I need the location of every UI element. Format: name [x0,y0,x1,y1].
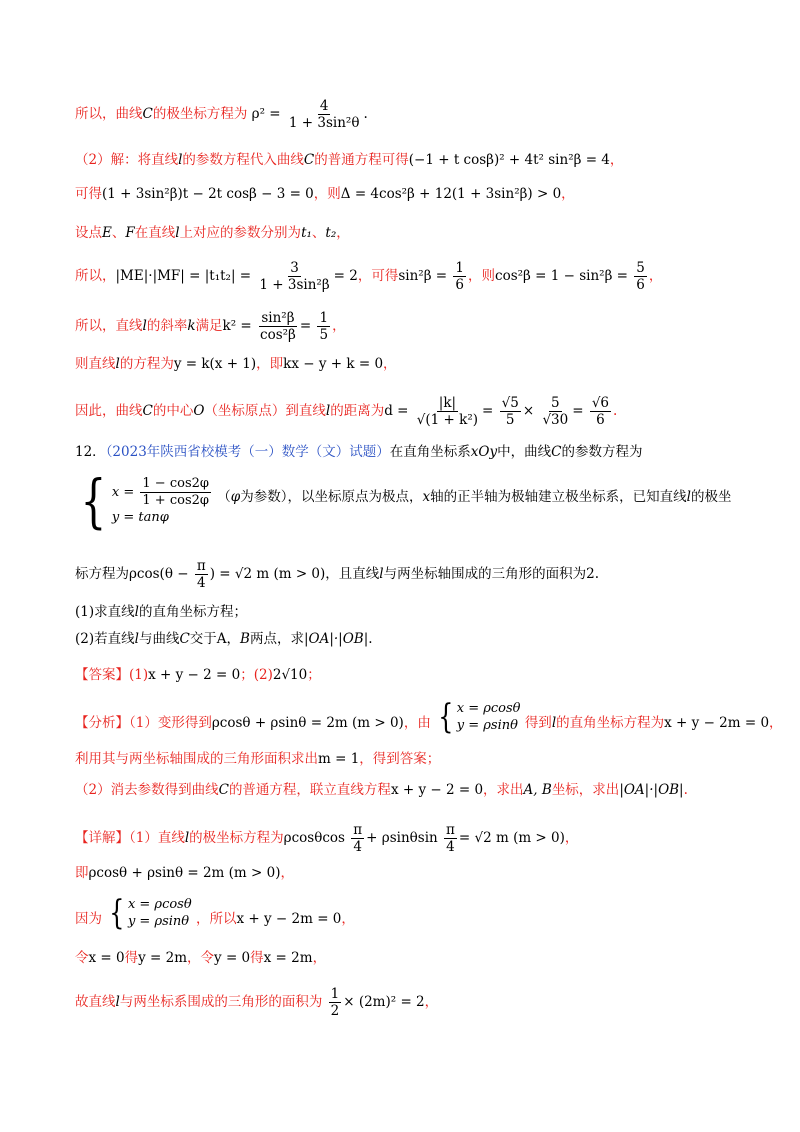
text: 轴的正半轴为极轴建立极坐标系，已知直线 [430,488,687,505]
text: 的斜率 [146,318,188,334]
math: ρ² = [251,106,281,122]
text: 的直角坐标方程； [138,604,247,620]
numerator: π [446,822,455,838]
var-l: l [134,631,139,647]
fraction [258,310,298,343]
text: 则直线 [75,356,116,372]
text: (2)若直线 [75,631,135,647]
math: 2√10 [272,667,308,683]
equation-system [75,467,213,535]
line-8 [75,395,740,428]
text: （1）变形得到 [129,714,212,731]
text: 因此，曲线 [75,403,143,419]
text: 的极坐标方程为 [152,106,248,122]
system-row: x = ρcosθ [127,897,192,912]
math: × [522,403,535,419]
fraction [634,260,647,293]
math: sin²β = [398,268,448,284]
fraction [590,395,611,428]
text: (2) [253,667,273,683]
math: y = k(x + 1) [173,356,257,372]
math: x = 2m [263,950,313,966]
numerator: |k| [438,395,457,411]
text: ，且直线 [325,566,380,582]
var-k: k [187,318,196,334]
text: 、 [111,225,126,241]
var-t2: t₂ [325,225,337,241]
text: 得 [124,950,139,966]
text: 中，曲线 [497,444,552,460]
numerator: π [196,558,206,574]
var-l: l [184,830,190,846]
analysis-tag: 【分析】 [75,714,129,731]
var-c: C [303,152,315,168]
system-row: x = ρcosθ [456,701,521,716]
var-f: F [125,225,135,241]
punct: ， [561,186,575,202]
denominator: √(1 + k²) [416,412,479,428]
math: y = 0 [214,950,251,966]
fraction [500,395,521,428]
line-11 [75,558,740,591]
numerator: 3 [290,260,299,276]
punct: ， [280,865,294,881]
math: = [482,403,494,419]
math: k² = [222,318,252,334]
math: ρcosθcos [283,830,345,846]
text: ，则 [468,268,496,284]
equation-system [106,893,192,933]
equation-system [435,697,521,737]
text: 的方程为 [119,356,174,372]
var-a: A [216,631,227,647]
text: (1) [129,667,149,683]
math: = √2 m (m > 0) [458,830,565,846]
text: 的参数方程代入曲线 [182,152,304,168]
text: 为参数），以坐标原点为极点， [240,488,423,505]
math: ρcosθ + ρsinθ = 2m (m > 0) [88,865,281,881]
text: 令 [75,950,89,966]
denominator: √30 [542,412,569,428]
text: 与两坐标轴围成的三角形的面积为2. [383,566,600,582]
math: x + y − 2 = 0 [390,782,484,798]
text: 在直角坐标系 [389,444,471,460]
math: x + y − 2 = 0 [148,667,241,683]
numerator: 4 [319,98,329,114]
text: 与曲线 [138,631,180,647]
problem-number: 12． [75,444,106,460]
var-l: l [379,566,384,582]
text: ； [240,667,254,683]
text: 坐标，求出 [551,782,620,798]
punct: ， [424,994,439,1010]
denominator: 6 [636,277,645,293]
math: + ρsinθsin [366,830,438,846]
text: ，得到答案； [359,751,441,767]
brace-symbol: { [438,697,454,737]
text: 满足 [195,318,223,334]
numerator: 1 [455,260,465,276]
math: x = 0 [88,950,125,966]
numerator: 1 [319,310,329,326]
analysis-text-b [525,715,783,731]
math: |ME|·|MF| = |t₁t₂| = [115,268,252,284]
system-row [112,476,213,509]
punct: ， [383,356,397,372]
math: = 2 [333,268,358,284]
text: ，令 [187,950,215,966]
text: ， [226,631,241,647]
var-l: l [175,225,180,241]
fraction [540,395,570,428]
punct: ， [564,830,579,846]
var-c: C [142,403,153,419]
text: 的极坐标方程为 [189,830,284,846]
denominator: 4 [197,575,206,591]
line-21 [75,949,740,967]
fraction [257,260,331,293]
text: ，所以 [195,910,237,927]
punct: ， [769,714,783,731]
line-19 [75,864,740,882]
punct: ， [341,910,355,927]
text: 即 [75,865,89,881]
denominator: 5 [505,412,515,428]
text: 设点 [75,225,102,241]
math: x = [111,485,135,500]
text: 的距离为 [330,403,385,419]
punct: ， [609,152,624,168]
var-o: O [193,403,205,419]
text: ，可得 [357,268,399,284]
text: 与两坐标系围成的三角形的面积为 [119,994,323,1010]
punct: ； [307,667,321,683]
text: 的普通方程，联立直线方程 [228,782,391,798]
math: (1 + 3sin²β)t − 2t cosβ − 3 = 0 [102,186,314,202]
text: (1)求直线 [75,604,135,620]
math: y = 2m [138,950,188,966]
var-c: C [142,106,153,122]
math: = [299,318,312,334]
answer-tag: 【答案】 [75,667,129,683]
text: 所以，直线 [75,318,143,334]
var-t1: t₁ [301,225,312,241]
punct: . [683,782,688,798]
problem-12-heading [75,443,740,461]
line-17 [75,781,740,799]
text: 因为 [75,910,102,927]
line-22 [75,986,740,1019]
fraction [444,822,457,855]
fraction [195,558,208,591]
brace-symbol: { [109,893,125,933]
denominator: 6 [455,277,465,293]
text: 可得 [75,186,102,202]
var-b: B [240,631,250,647]
denominator: 2 [330,1003,340,1019]
line-2 [75,151,740,169]
line-6 [75,310,740,343]
line-20-text [196,911,355,927]
punct: ， [332,318,346,334]
math: x + y − 2m = 0 [236,910,342,927]
math: d = [384,403,409,419]
line-1 [75,98,740,131]
text: 的直角坐标方程为 [556,714,665,731]
var-x: x [422,488,431,505]
text: （2）消去参数得到曲线 [75,782,219,798]
analysis-line [75,697,783,744]
fraction [453,260,466,293]
var-c: C [218,782,229,798]
numerator: 1 [330,986,340,1002]
text: 的普通方程可得 [314,152,409,168]
var-l: l [115,994,120,1010]
fraction [140,476,211,509]
var-c: C [551,444,562,460]
numerator: √5 [501,395,519,411]
math: x + y − 2m = 0 [664,714,770,731]
text: 在直线 [134,225,176,241]
text: 的参数方程为 [561,444,643,460]
text: （1）直线 [129,830,185,846]
numerator: π [353,822,363,838]
text: ，由 [403,714,431,731]
var-l: l [134,604,139,620]
denominator: 1 + 3sin²θ [288,115,360,131]
math: |OA|·|OB| [619,782,684,798]
text: 的中心 [152,403,194,419]
text: ，则 [313,186,341,202]
answer-line [75,666,740,684]
punct: ， [312,950,327,966]
math: kx − y + k = 0 [283,356,384,372]
problem-source: （2023年陕西省校模考（一）数学（文）试题） [105,444,390,460]
text: （坐标原点）到直线 [204,403,326,419]
numerator: sin²β [261,310,295,326]
var-phi: φ [230,488,241,505]
punct: ， [648,268,663,284]
var-l: l [115,356,120,372]
denominator: 4 [353,839,363,855]
denominator: 1 + cos2φ [142,493,209,508]
text: 得 [250,950,264,966]
line-20 [75,893,740,936]
fraction [329,986,342,1019]
detail-tag: 【详解】 [75,830,129,846]
var-e: E [102,225,112,241]
text: 标方程为 [75,566,129,582]
system-rows [112,476,213,526]
var-l: l [325,403,331,419]
text: 的极坐 [690,488,732,505]
line-10 [75,467,740,535]
text: 所以，曲线 [75,106,143,122]
denominator: cos²β [260,327,296,343]
math: × (2m)² = 2 [343,994,425,1010]
text: （ [217,488,231,505]
question-1 [75,603,740,621]
denominator: 4 [446,839,455,855]
math: Δ = 4cos²β + 12(1 + 3sin²β) > 0 [340,186,562,202]
punct: . [363,106,368,122]
math: = [572,403,584,419]
text: ，即 [256,356,284,372]
system-row: y = ρsinθ [456,718,518,733]
text: 故直线 [75,994,116,1010]
text: 所以， [75,268,116,284]
punct: . [368,631,373,647]
math: (−1 + t cosβ)² + 4t² sin²β = 4 [408,152,610,168]
system-row: y = tanφ [111,510,169,525]
math: ρcos(θ − [129,566,189,582]
var-l: l [686,488,691,505]
text: 得到 [524,714,552,731]
math: m = 1 [318,751,360,767]
punct: . [613,403,618,419]
system-row: y = ρsinθ [127,914,190,929]
math: ρcosθ + ρsinθ = 2m (m > 0) [211,714,404,731]
text: 、 [311,225,326,241]
var-xoy: xOy [470,444,498,460]
math: cos²β = 1 − sin²β = [495,268,628,284]
fraction [287,98,362,131]
system-rows [457,700,521,734]
math: |OA|·|OB| [303,631,369,647]
line-5 [75,260,740,293]
fraction [415,395,480,428]
punct: ， [336,225,350,241]
detail-line [75,822,740,855]
fraction [351,822,364,855]
line-3 [75,185,740,203]
system-rows [128,896,192,930]
text: ，求出 [483,782,524,798]
line-7 [75,355,740,373]
var-l: l [178,152,183,168]
numerator: 5 [551,395,560,411]
analysis-text-a [75,715,431,731]
math: ) = √2 m (m > 0) [209,566,326,582]
var-l: l [142,318,147,334]
var-l: l [551,714,557,731]
denominator: 5 [319,327,329,343]
line-4 [75,224,740,242]
numerator: 5 [636,260,645,276]
text: （2）解：将直线 [75,152,179,168]
question-2 [75,630,740,648]
numerator: √6 [591,395,610,411]
var-c: C [179,631,190,647]
brace-symbol: { [80,467,107,535]
text: 上对应的参数分别为 [179,225,302,241]
numerator: 1 − cos2φ [142,476,209,491]
line-10-text [217,489,731,505]
line-16 [75,750,740,768]
text: 交于 [189,631,217,647]
denominator: 1 + 3sin²β [259,277,330,293]
denominator: 6 [596,412,605,428]
text: 两点，求 [249,631,304,647]
var-ab: A, B [523,782,552,798]
fraction [317,310,330,343]
text: 利用其与两坐标轴围成的三角形面积求出 [75,751,318,767]
